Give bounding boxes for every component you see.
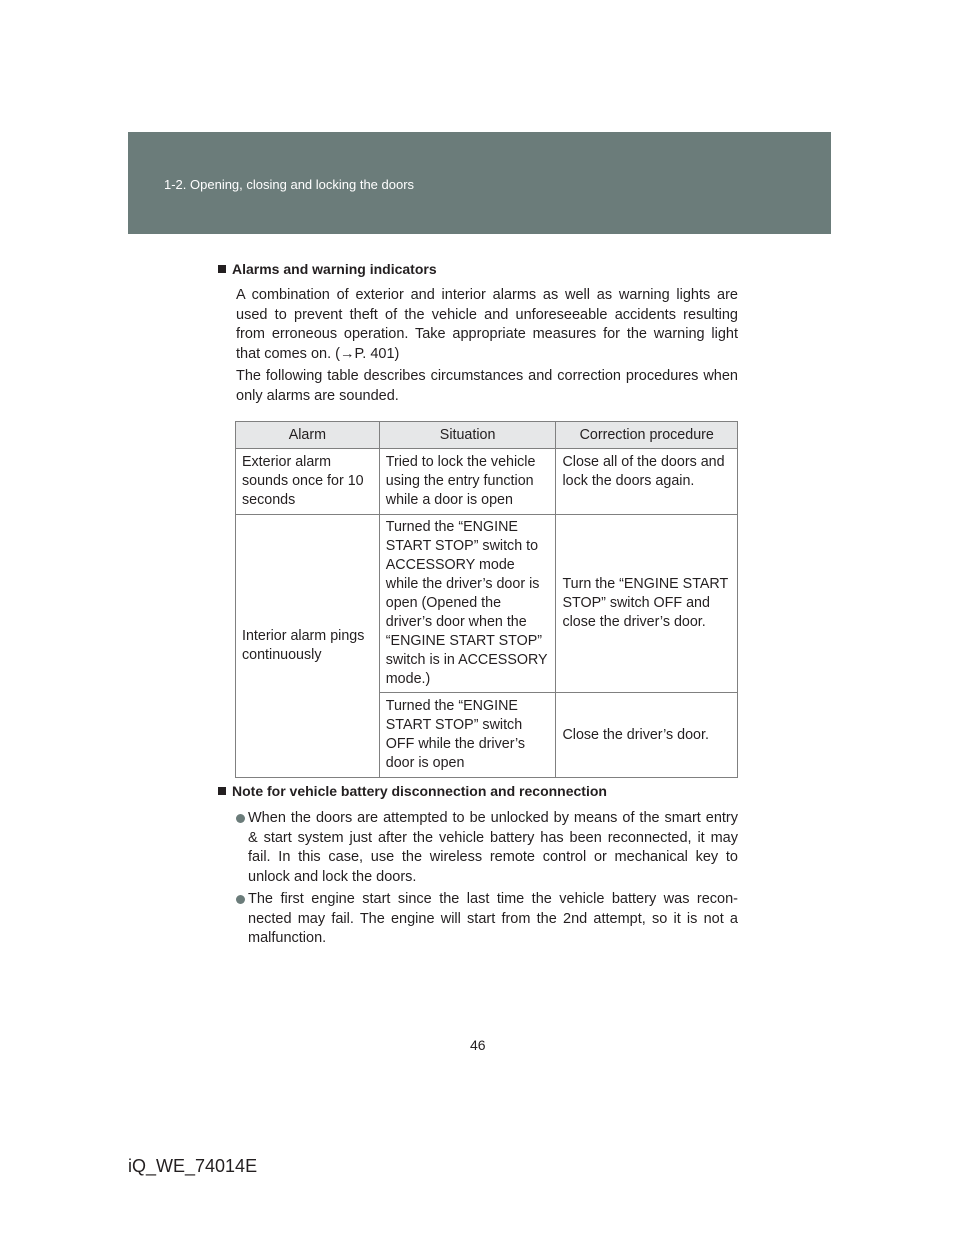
col-header-situation: Situation [379,422,556,449]
chapter-header-bar [128,132,831,234]
col-header-alarm: Alarm [236,422,380,449]
cell-correction: Turn the “ENGINE START STOP” switch OFF and close the driver’s door. [556,515,738,693]
alarms-paragraph-2: The following table describes circumstances and correction procedures when only alarms are sounded. [236,368,738,404]
list-item-text: When the doors are attempted to be unlocked by means of the smart entry & start system just after the vehicle battery has been reconnected, it may fail. In this case, use the wireless remote control or mechanical key to unlock and lock the doors. [248,810,738,885]
table-row [236,449,738,515]
round-bullet-icon [236,895,245,904]
cell-correction: Close the driver’s door. [556,693,738,778]
alarms-heading [218,261,738,277]
battery-heading-text: Note for vehicle battery disconnection and reconnection [232,783,607,799]
alarm-table [235,421,738,778]
cell-alarm: Interior alarm pings continuously [236,515,380,778]
page-number: 46 [470,1037,486,1053]
document-code: iQ_WE_74014E [128,1156,258,1176]
list-item [236,890,738,949]
square-bullet-icon [218,265,226,273]
square-bullet-icon [218,787,226,795]
alarms-paragraph-1: A combination of exterior and interior alarms as well as warning lights are used to prevent theft of the vehicle and unforeseeable accidents resulting from erroneous operation. Take appropriate measures for the warning light that comes on. (→P. 401) [236,287,738,362]
round-bullet-icon [236,814,245,823]
list-item-text: The first engine start since the last time the vehicle battery was recon-nected may fail. The engine will start from the 2nd attempt, so it is not a malfunction. [248,891,738,946]
cell-situation: Turned the “ENGINE START STOP” switch to ACCESSORY mode while the driver’s door is open (Opened the driver’s door when the “ENGINE START STOP” switch is in ACCESSORY mode.) [379,515,556,693]
table-header-row [236,422,738,449]
cell-situation: Tried to lock the vehicle using the entry function while a door is open [379,449,556,515]
chapter-title: 1-2. Opening, closing and locking the doors [164,177,415,192]
table-row [236,515,738,693]
cell-alarm: Exterior alarm sounds once for 10 seconds [236,449,380,515]
battery-heading [218,783,738,799]
list-item [236,809,738,887]
cell-situation: Turned the “ENGINE START STOP” switch OFF while the driver’s door is open [379,693,556,778]
col-header-correction: Correction procedure [556,422,738,449]
cell-correction: Close all of the doors and lock the doors again. [556,449,738,515]
alarms-heading-text: Alarms and warning indicators [232,261,437,277]
